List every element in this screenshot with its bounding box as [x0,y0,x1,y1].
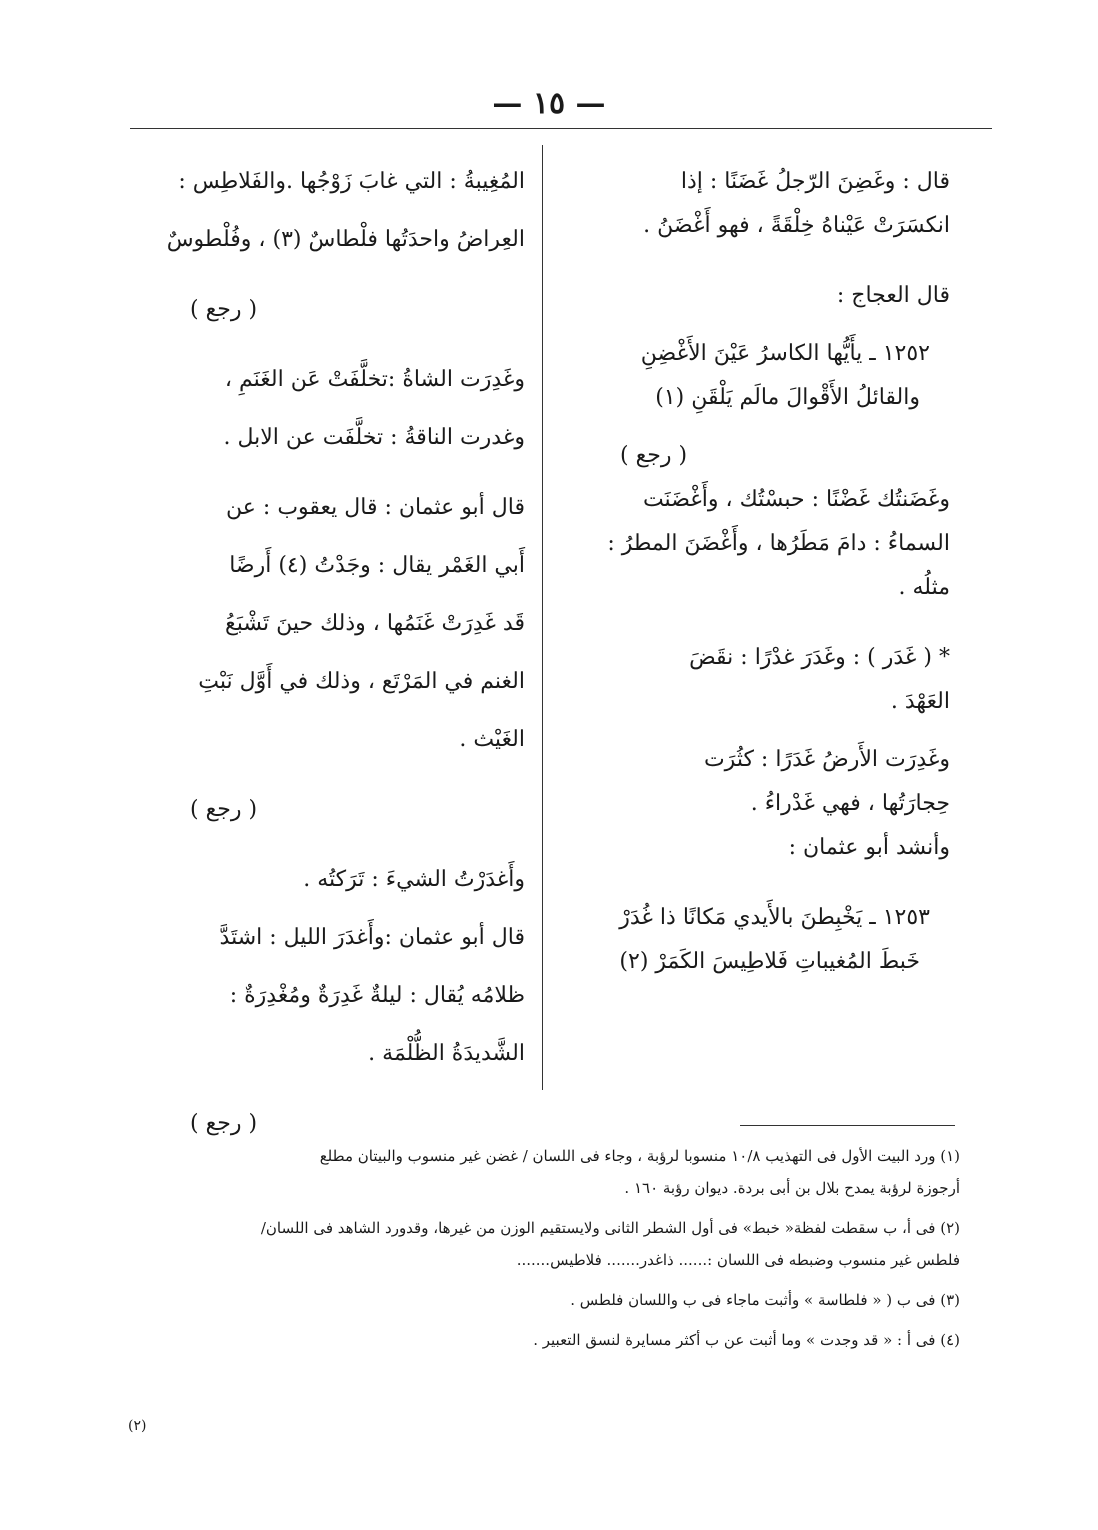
left-column [135,160,525,1146]
section-mark: ( رجع ) [190,297,258,322]
column-divider [542,145,543,1090]
text-line: وغَضَنتُك غَضْنًا : حبسْتُك ، وأَغْضَنَت [642,487,950,512]
text-line: الشَّديدَةُ الظُّلْمَة . [368,1041,525,1066]
text-line: الغنم في المَرْتَع ، وذلك في أَوَّل نَبْتِ [198,669,525,694]
text-line: وغدرت الناقةُ : تخلَّفَت عن الابل . [223,425,525,450]
text-line: قال العجاج : [836,283,950,308]
footnote-line: (٢) فى أ، ب سقطت لفظة« خبط» فى أول الشطر الثانى ولايستقيم الوزن من غيرها، وقدورد الشاهد فى اللسان/ [260,1219,960,1237]
entry-heading: * ( غَدَر ) : وغَدَرَ غدْرًا : نقَضَ [689,645,950,670]
section-mark: ( رجع ) [190,797,258,822]
text-line: انكسَرَتْ عَيْناهُ خِلْقَةً ، فهو أَغْضَنُ . [643,213,950,238]
footnote-rule [740,1125,955,1126]
header-rule [130,128,992,129]
text-line: الغَيْث . [459,727,525,752]
text-line: وغَدِرَت الأَرضُ غَدَرًا : كثُرَت [703,747,950,772]
verse-line: ١٢٥٢ ـ يأَيُّها الكاسرُ عَيْنَ الأَغْضِنِ [640,341,930,366]
text-line: ظلامُه يُقال : ليلةٌ غَدِرَةٌ ومُغْدِرَةٌ : [229,983,525,1008]
footnote-line: فلطس غير منسوب وضبطه فى اللسان :...... ذاغدر....... فلاطيس....... [516,1251,960,1269]
section-mark: ( رجع ) [620,443,688,468]
verse-line: والقائلُ الأَقْوالَ مالَم يَلْقَنِ (١) [655,385,920,410]
footnote-line: (٣) فى ب ( « فلطاسة » وأثبت ماجاء فى ب واللسان فلطس . [570,1291,960,1309]
text-line: العِراضُ واحدَتُها فلْطاسٌ (٣) ، وفُلْطوسٌ [166,227,525,252]
text-line: حِجارَتُها ، فهي غَدْراءُ . [750,791,950,816]
footnote-line: (٤) فى أ : « قد وجدت » وما أثبت عن ب أكثر مسايرة لنسق التعبير . [533,1331,960,1349]
verse-line: ١٢٥٣ ـ يَخْبِطنَ بالأَيدي مَكانًا ذا غُدَرْ [619,905,930,930]
footnotes [130,1140,960,1356]
text-line: وأنشد أبو عثمان : [788,835,950,860]
text-line: السماءُ : دامَ مَطَرُها ، وأَغْضَنَ المطرُ : [607,531,950,556]
text-line: أَبي الغَمْر يقال : وجَدْتُ (٤) أَرضًا [229,553,525,578]
signature-mark: (٢) [128,1418,147,1434]
text-line: وغَدِرَت الشاةُ :تخلَّفَتْ عَن الغَنَمِ ، [224,367,525,392]
footnote-line: (١) ورد البيت الأول فى التهذيب ١٠/٨ منسوبا لرؤبة ، وجاء فى اللسان / غضن غير منسوب والبيتان مطلع [319,1147,960,1165]
text-line: العَهْدَ . [890,689,950,714]
text-line: وأَغدَرْتُ الشيءَ : تَرَكتُه . [303,867,525,892]
section-mark: ( رجع ) [190,1111,258,1136]
text-line: قال أبو عثمان :وأَغدَرَ الليل : اشتَدَّ [219,925,525,950]
text-line: المُغِيبةُ : التي غابَ زَوْجُها .والفَلاطِس : [178,169,525,194]
verse-line: خَبطَ المُغيباتِ فَلاطِيسَ الكَمَرْ (٢) [619,949,920,974]
text-line: قَد غَدِرَتْ غَنَمُها ، وذلك حينَ تَشْبَعُ [225,611,525,636]
right-column [565,160,950,984]
text-line: مثلُه . [898,575,950,600]
text-line: قال أبو عثمان : قال يعقوب : عن [226,495,525,520]
text-line: قال : وغَضِنَ الرّجلُ غَضَنًا : إذا [680,169,950,194]
footnote-line: أرجوزة لرؤبة يمدح بلال بن أبى بردة. ديوان رؤبة ١٦٠ . [624,1179,960,1197]
page-number: — ١٥ — [492,86,606,121]
